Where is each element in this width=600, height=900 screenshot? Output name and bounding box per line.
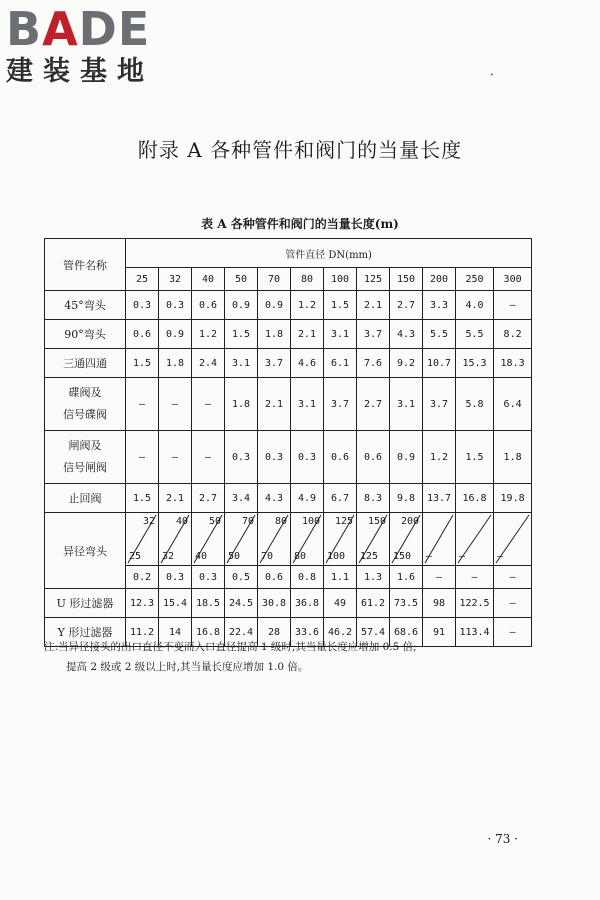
value-cell: 4.0 — [456, 291, 494, 320]
diameter-cell: 100 — [324, 268, 357, 291]
value-cell: 91 — [423, 618, 456, 647]
value-cell: 9.8 — [390, 484, 423, 513]
value-cell: — — [494, 566, 532, 589]
value-cell: 5.5 — [456, 320, 494, 349]
value-cell: 0.9 — [159, 320, 192, 349]
value-cell: — — [126, 431, 159, 484]
value-cell: 73.5 — [390, 589, 423, 618]
value-cell: 2.7 — [192, 484, 225, 513]
value-cell: 0.3 — [126, 291, 159, 320]
ratio-cell — [494, 513, 532, 566]
value-cell: 18.3 — [494, 349, 532, 378]
value-cell: 0.3 — [159, 566, 192, 589]
value-cell: 0.3 — [291, 431, 324, 484]
diagonal-fraction — [225, 513, 257, 565]
value-cell: 122.5 — [456, 589, 494, 618]
value-cell: 30.8 — [258, 589, 291, 618]
value-cell: 3.1 — [390, 378, 423, 431]
value-cell: 0.3 — [225, 431, 258, 484]
value-cell: 8.3 — [357, 484, 390, 513]
value-cell: 98 — [423, 589, 456, 618]
appendix-title: 附录 A 各种管件和阀门的当量长度 — [137, 138, 463, 162]
value-cell: 49 — [324, 589, 357, 618]
diameter-cell: 32 — [159, 268, 192, 291]
value-cell: 18.5 — [192, 589, 225, 618]
ratio-bottom: 150 — [393, 551, 412, 562]
value-cell: 2.4 — [192, 349, 225, 378]
value-cell: — — [192, 378, 225, 431]
value-cell: 1.6 — [390, 566, 423, 589]
value-cell: 7.6 — [357, 349, 390, 378]
value-cell: 15.4 — [159, 589, 192, 618]
diagonal-fraction — [192, 513, 224, 565]
value-cell: 2.1 — [291, 320, 324, 349]
ratio-top: 200 — [400, 516, 419, 527]
value-cell: 1.8 — [159, 349, 192, 378]
logo-subtitle: 建装基地 — [6, 56, 154, 87]
ratio-cell — [390, 513, 423, 566]
ratio-bottom: 70 — [261, 551, 274, 562]
value-cell: — — [126, 378, 159, 431]
value-cell: 4.9 — [291, 484, 324, 513]
value-cell: 1.2 — [423, 431, 456, 484]
ratio-top: 50 — [208, 516, 221, 527]
ratio-top: 80 — [274, 516, 287, 527]
value-cell: 3.1 — [291, 378, 324, 431]
value-cell: 3.1 — [225, 349, 258, 378]
value-cell: 22.4 — [225, 618, 258, 647]
ratio-bottom: 25 — [129, 551, 142, 562]
value-cell: 113.4 — [456, 618, 494, 647]
value-cell: 0.5 — [225, 566, 258, 589]
diameter-cell: 250 — [456, 268, 494, 291]
value-cell: 0.2 — [126, 566, 159, 589]
table-row — [45, 378, 532, 431]
value-cell: 2.7 — [357, 378, 390, 431]
value-cell: 24.5 — [225, 589, 258, 618]
value-cell: — — [192, 431, 225, 484]
row-label-line: 信号闸阀 — [63, 461, 107, 474]
value-cell: 9.2 — [390, 349, 423, 378]
value-cell: 57.4 — [357, 618, 390, 647]
logo-wordmark: BADE — [6, 2, 151, 56]
value-cell: 3.7 — [357, 320, 390, 349]
value-cell: 46.2 — [324, 618, 357, 647]
value-cell: 1.5 — [324, 291, 357, 320]
value-cell: 0.3 — [258, 431, 291, 484]
value-cell: 0.6 — [324, 431, 357, 484]
ratio-top: 150 — [367, 516, 386, 527]
ratio-cell — [159, 513, 192, 566]
diagonal-fraction — [357, 513, 389, 565]
equivalent-length-table — [44, 238, 532, 647]
ratio-cell — [192, 513, 225, 566]
value-cell: 3.7 — [324, 378, 357, 431]
value-cell: 0.8 — [291, 566, 324, 589]
header-row — [45, 239, 532, 268]
ratio-bottom: 40 — [195, 551, 208, 562]
row-label-line: 碟阀及 — [68, 386, 102, 399]
diameter-cell: 150 — [390, 268, 423, 291]
value-cell: 1.5 — [126, 484, 159, 513]
value-cell: 68.6 — [390, 618, 423, 647]
diagonal-fraction — [423, 513, 455, 565]
ratio-cell — [225, 513, 258, 566]
diameter-cell: 70 — [258, 268, 291, 291]
value-cell: 13.7 — [423, 484, 456, 513]
value-cell: 1.3 — [357, 566, 390, 589]
value-cell: 0.9 — [390, 431, 423, 484]
table-row — [45, 431, 532, 484]
diameter-cell: 50 — [225, 268, 258, 291]
value-cell: 0.3 — [192, 566, 225, 589]
value-cell: 4.6 — [291, 349, 324, 378]
value-cell: 5.5 — [423, 320, 456, 349]
value-cell: 4.3 — [258, 484, 291, 513]
value-cell: 3.4 — [225, 484, 258, 513]
value-cell: 2.1 — [357, 291, 390, 320]
value-cell: 0.6 — [126, 320, 159, 349]
value-cell: 6.4 — [494, 378, 532, 431]
diameter-header: 管件直径 DN(mm) — [126, 239, 532, 268]
scan-speck: • — [490, 72, 494, 79]
ratio-top: 40 — [175, 516, 188, 527]
value-cell: — — [159, 431, 192, 484]
table-row — [45, 589, 532, 618]
value-cell: — — [494, 618, 532, 647]
row-label: Y 形过滤器 — [45, 618, 126, 647]
value-cell: 1.5 — [225, 320, 258, 349]
ratio-cell — [456, 513, 494, 566]
value-cell: 16.8 — [456, 484, 494, 513]
value-cell: — — [159, 378, 192, 431]
diameter-cell: 40 — [192, 268, 225, 291]
ratio-bottom: 50 — [228, 551, 241, 562]
value-cell: 28 — [258, 618, 291, 647]
diameter-cell: 300 — [494, 268, 532, 291]
value-cell: 10.7 — [423, 349, 456, 378]
diagonal-fraction — [494, 513, 531, 565]
value-cell: 2.1 — [258, 378, 291, 431]
value-cell: 1.5 — [456, 431, 494, 484]
note-line-1: 注:当异径接头的出口直径不变而入口直径提高 1 级时,其当量长度应增加 0.5 倍; — [44, 641, 417, 653]
diagonal-fraction — [291, 513, 323, 565]
value-cell: 2.7 — [390, 291, 423, 320]
ratio-top: 70 — [241, 516, 254, 527]
value-cell: 33.6 — [291, 618, 324, 647]
row-label: 90°弯头 — [45, 320, 126, 349]
page-number: · 73 · — [487, 832, 518, 846]
diagonal-fraction — [324, 513, 356, 565]
table-row — [45, 320, 532, 349]
value-cell: 15.3 — [456, 349, 494, 378]
diagonal-fraction — [126, 513, 158, 565]
value-cell: 0.6 — [258, 566, 291, 589]
row-label: U 形过滤器 — [45, 589, 126, 618]
value-cell: 0.9 — [258, 291, 291, 320]
ratio-cell — [423, 513, 456, 566]
value-cell: — — [423, 566, 456, 589]
row-label: 止回阀 — [45, 484, 126, 513]
value-cell: 8.2 — [494, 320, 532, 349]
value-cell: 4.3 — [390, 320, 423, 349]
ratio-bottom: 125 — [360, 551, 379, 562]
diagonal-fraction — [390, 513, 422, 565]
ratio-cell — [291, 513, 324, 566]
table-row — [45, 513, 532, 566]
ratio-bottom: — — [459, 551, 466, 562]
ratio-bottom: 100 — [327, 551, 346, 562]
note-line-2: 提高 2 级或 2 级以上时,其当量长度应增加 1.0 倍。 — [66, 661, 309, 673]
table-caption: 表 A 各种管件和阀门的当量长度(m) — [201, 217, 399, 231]
ratio-cell — [126, 513, 159, 566]
row-label: 三通四通 — [45, 349, 126, 378]
diagonal-fraction — [456, 513, 493, 565]
value-cell: 1.2 — [192, 320, 225, 349]
value-cell: — — [456, 566, 494, 589]
value-cell: 12.3 — [126, 589, 159, 618]
value-cell: 0.9 — [225, 291, 258, 320]
value-cell: 19.8 — [494, 484, 532, 513]
table-note — [44, 637, 554, 677]
value-cell: 14 — [159, 618, 192, 647]
brand-logo — [6, 4, 154, 88]
diagonal-fraction — [258, 513, 290, 565]
table-row — [45, 291, 532, 320]
diameter-cell: 80 — [291, 268, 324, 291]
row-label-line: 信号碟阀 — [63, 408, 107, 421]
value-cell: 6.1 — [324, 349, 357, 378]
value-cell: 6.7 — [324, 484, 357, 513]
value-cell: 1.1 — [324, 566, 357, 589]
value-cell: 1.8 — [225, 378, 258, 431]
ratio-top: 125 — [334, 516, 353, 527]
ratio-cell — [258, 513, 291, 566]
row-label: 45°弯头 — [45, 291, 126, 320]
row-label-line: 闸阀及 — [68, 439, 102, 452]
value-cell: — — [494, 589, 532, 618]
value-cell: 16.8 — [192, 618, 225, 647]
value-cell: 3.1 — [324, 320, 357, 349]
value-cell: 5.8 — [456, 378, 494, 431]
fitting-name-header: 管件名称 — [45, 239, 126, 291]
ratio-cell — [324, 513, 357, 566]
diagonal-fraction — [159, 513, 191, 565]
value-cell: 1.5 — [126, 349, 159, 378]
ratio-top: 100 — [301, 516, 320, 527]
diameter-cell: 125 — [357, 268, 390, 291]
table-row — [45, 349, 532, 378]
table-row — [45, 484, 532, 513]
diameter-cell: 25 — [126, 268, 159, 291]
value-cell: 0.3 — [159, 291, 192, 320]
ratio-top: 32 — [142, 516, 155, 527]
row-label — [45, 378, 126, 431]
ratio-cell — [357, 513, 390, 566]
value-cell: 3.7 — [258, 349, 291, 378]
value-cell: 36.8 — [291, 589, 324, 618]
diameter-cell: 200 — [423, 268, 456, 291]
value-cell: 3.7 — [423, 378, 456, 431]
ratio-bottom: — — [497, 551, 504, 562]
value-cell: 0.6 — [357, 431, 390, 484]
value-cell: 3.3 — [423, 291, 456, 320]
ratio-bottom: — — [426, 551, 433, 562]
row-label — [45, 431, 126, 484]
value-cell: 11.2 — [126, 618, 159, 647]
ratio-bottom: 32 — [162, 551, 175, 562]
value-cell: 1.8 — [494, 431, 532, 484]
value-cell: 2.1 — [159, 484, 192, 513]
value-cell: 61.2 — [357, 589, 390, 618]
value-cell: 0.6 — [192, 291, 225, 320]
value-cell: 1.8 — [258, 320, 291, 349]
ratio-bottom: 80 — [294, 551, 307, 562]
value-cell: — — [494, 291, 532, 320]
value-cell: 1.2 — [291, 291, 324, 320]
row-label: 异径弯头 — [45, 513, 126, 589]
